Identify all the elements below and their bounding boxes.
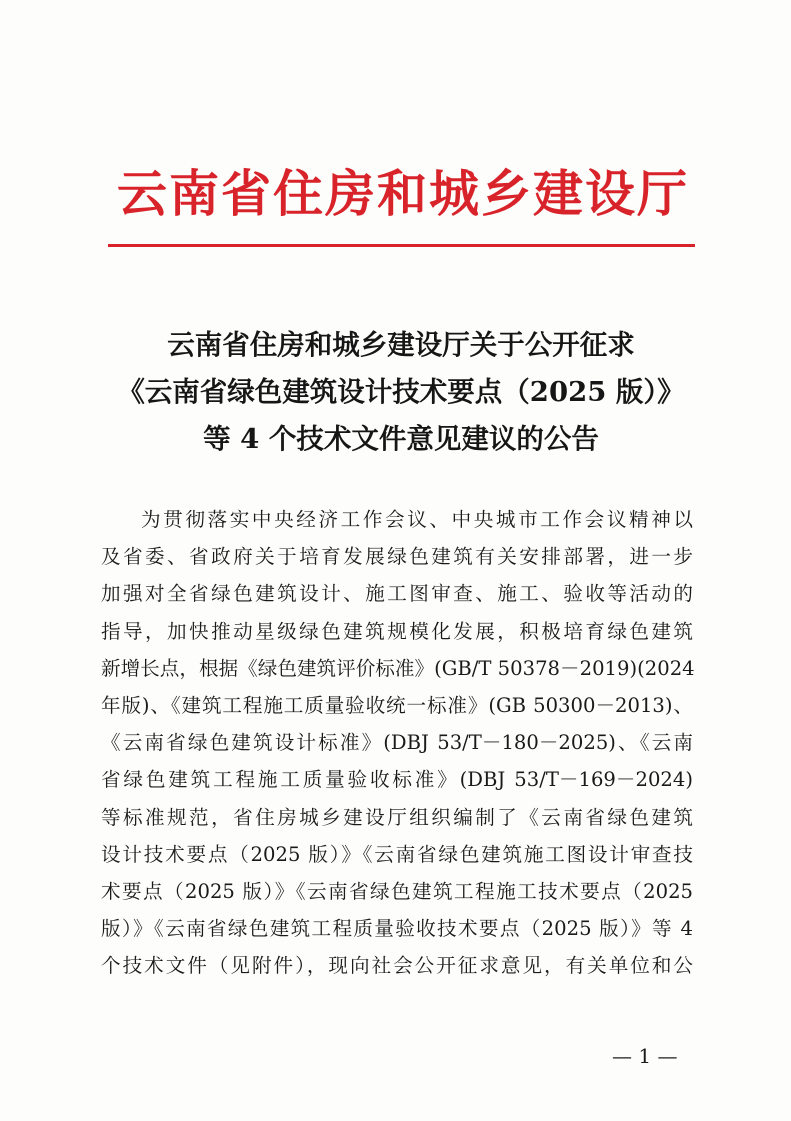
body-line: 及省委、省政府关于培育发展绿色建筑有关安排部署，进一步 [101, 545, 693, 569]
body-line: 加强对全省绿色建筑设计、施工图审查、施工、验收等活动的 [101, 582, 693, 606]
body-line: 为贯彻落实中央经济工作会议、中央城市工作会议精神以 [141, 508, 693, 531]
issuing-organization: 云南省住房和城乡建设厅 [117, 164, 689, 223]
body-text [101, 501, 693, 985]
body-line: 个技术文件（见附件），现向社会公开征求意见，有关单位和公 [101, 954, 693, 978]
body-line: 新增长点，根据《绿色建筑评价标准》(GB/T 50378－2019)(2024 [101, 656, 695, 680]
header-red-rule [108, 244, 695, 247]
body-line: 省绿色建筑工程施工质量验收标准》(DBJ 53/T－169－2024) [101, 768, 693, 792]
page-number: — 1 — [612, 1044, 678, 1068]
body-line: 版）》《云南省绿色建筑工程质量验收技术要点（2025 版）》等 4 [101, 917, 693, 941]
title-line-1: 云南省住房和城乡建设厅关于公开征求 [167, 329, 635, 361]
body-line: 术要点（2025 版）》《云南省绿色建筑工程施工技术要点（2025 [101, 880, 693, 904]
body-line: 年版)、《建筑工程施工质量验收统一标准》(GB 50300－2013)、 [101, 694, 693, 718]
body-line: 指导，加快推动星级绿色建筑规模化发展，积极培育绿色建筑 [101, 619, 693, 643]
title-line-3: 等 4 个技术文件意见建议的公告 [203, 423, 599, 455]
document-title [90, 322, 712, 463]
body-line: 《云南省绿色建筑设计标准》(DBJ 53/T－180－2025)、《云南 [101, 731, 693, 755]
title-line-2: 《云南省绿色建筑设计技术要点（2025 版）》 [117, 376, 685, 408]
body-line: 等标准规范，省住房城乡建设厅组织编制了《云南省绿色建筑 [101, 805, 693, 829]
body-line: 设计技术要点（2025 版）》《云南省绿色建筑施工图设计审查技 [101, 842, 693, 866]
